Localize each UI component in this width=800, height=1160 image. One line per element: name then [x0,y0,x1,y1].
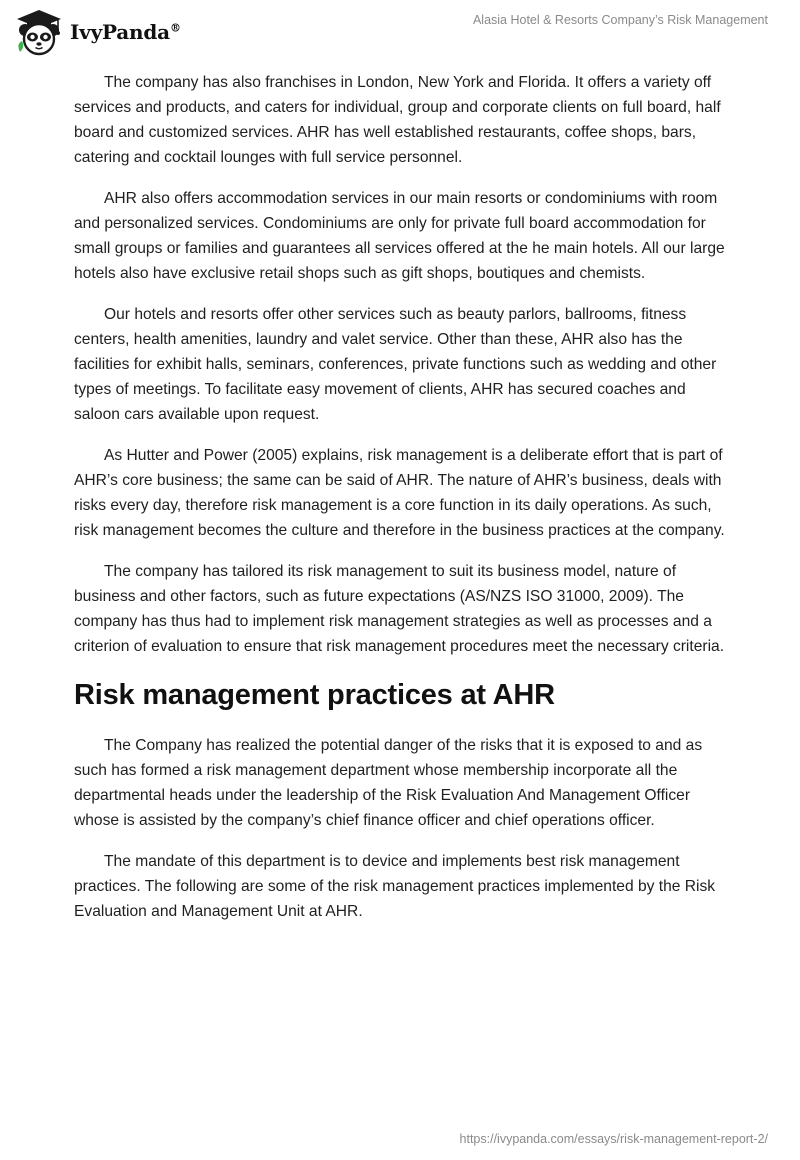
panda-graduate-icon [14,8,64,56]
paragraph: The company has tailored its risk management to suit its business model, nature of business and other factors, such as future expectations (AS/NZS ISO 31000, 2009). The company has thus had to implement risk management strategies as well as processes and a criterion of evaluation to ensure that risk management procedures meet the necessary criteria. [74,563,725,655]
essay-content [74,70,734,940]
paragraph: The Company has realized the potential danger of the risks that it is exposed to and as such has formed a risk management department whose membership incorporate all the departmental heads under the leadership of the Risk Evaluation And Management Officer whose is assisted by the company’s chief finance officer and chief operations officer. [74,737,703,829]
section-heading: Risk management practices at AHR [74,679,555,711]
paragraph: AHR also offers accommodation services in our main resorts or condominiums with room and personalized services. Condominiums are only for private full board accommodation for small groups or families and guarantees all services offered at the he main hotels. All our large hotels also have exclusive retail shops such as gift shops, boutiques and chemists. [74,190,725,282]
paragraph: The mandate of this department is to device and implements best risk management practices. The following are some of the risk management practices implemented by the Risk Evaluation and Management Unit at AHR. [74,853,716,920]
ivypanda-logo[interactable] [14,8,181,56]
paragraph: The company has also franchises in London, New York and Florida. It offers a variety off services and products, and caters for individual, group and corporate clients on full board, half board and customized services. AHR has well established restaurants, coffee shops, bars, catering and cocktail lounges with full service personnel. [74,74,721,166]
brand-name: IvyPanda® [70,20,181,44]
paragraph: Our hotels and resorts offer other services such as beauty parlors, ballrooms, fitness centers, health amenities, laundry and valet service. Other than these, AHR also has the facilities for exhibit halls, seminars, conferences, private functions such as wedding and other types of meetings. To facilitate easy movement of clients, AHR has secured coaches and saloon cars available upon request. [74,306,717,423]
paragraph: As Hutter and Power (2005) explains, risk management is a deliberate effort that is part of AHR’s core business; the same can be said of AHR. The nature of AHR’s business, deals with risks every day, therefore risk management is a core function in its daily operations. As such, risk management becomes the culture and therefore in the business practices at the company. [74,447,725,539]
source-url[interactable]: https://ivypanda.com/essays/risk-management-report-2/ [459,1132,768,1146]
document-title: Alasia Hotel & Resorts Company’s Risk Management [472,13,768,27]
page-header [0,0,800,66]
